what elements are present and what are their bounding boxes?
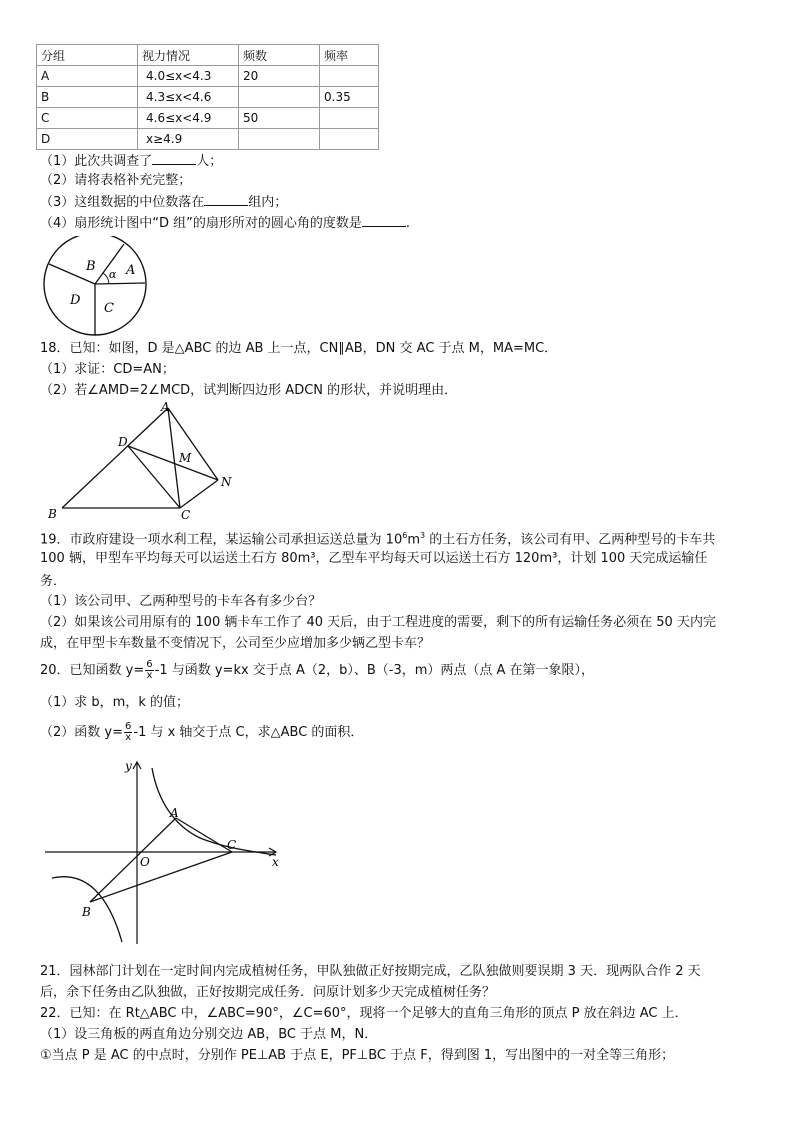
table-cell: 4.0≤x<4.3 <box>138 66 239 87</box>
table-cell <box>239 87 320 108</box>
q20-text: -1 与 x 轴交于点 C，求△ABC 的面积． <box>133 725 364 740</box>
table-cell: 50 <box>239 108 320 129</box>
q17-part4 <box>40 214 410 233</box>
q18-title: 18．已知：如图，D 是△ABC 的边 AB 上一点，CN∥AB，DN 交 AC 于点 M，MA=MC． <box>40 341 558 356</box>
table-cell: C <box>37 108 138 129</box>
q17-part3-tail: 组内； <box>248 195 288 210</box>
q21-line1: 21．园林部门计划在一定时间内完成植树任务，甲队独做正好按期完成，乙队独做则要误期 3 天．现两队合作 2 天 <box>40 964 701 979</box>
q20-line1 <box>40 660 594 682</box>
pie-label-c: C <box>104 301 114 316</box>
q19-sup: 6 <box>402 531 408 540</box>
q20-part2 <box>40 722 363 744</box>
q22-line2: （1）设三角板的两直角边分别交边 AB，BC 于点 M，N． <box>40 1027 378 1042</box>
q20-text: 20．已知函数 y= <box>40 663 145 678</box>
label-m: M <box>179 451 192 465</box>
fraction-den: x <box>146 670 153 681</box>
q20-text: （2）函数 y= <box>40 725 123 740</box>
q22-line3: ①当点 P 是 AC 的中点时，分别作 PE⊥AB 于点 E，PF⊥BC 于点 F，得到图 1，写出图中的一对全等三角形； <box>40 1048 675 1063</box>
pie-figure <box>40 236 152 340</box>
q17-part3 <box>40 193 287 212</box>
pie-label-alpha: α <box>109 268 117 281</box>
q20-figure <box>40 754 290 950</box>
table-cell <box>239 129 320 150</box>
label-c: C <box>227 838 237 852</box>
q19-text: 19．市政府建设一项水利工程，某运输公司承担运送总量为 10 <box>40 532 403 548</box>
q19-part2a: （2）如果该公司用原有的 100 辆卡车工作了 40 天后，由于工程进度的需要，剩下的所有运输任务必须在 50 天内完 <box>40 615 716 630</box>
fraction-6-over-x <box>124 722 132 743</box>
answer-blank <box>362 214 406 227</box>
table-header-row <box>37 45 379 66</box>
q19-line1 <box>40 527 715 549</box>
label-x: x <box>272 855 279 869</box>
table-cell: 4.6≤x<4.9 <box>138 108 239 129</box>
data-table <box>36 44 379 150</box>
table-cell: D <box>37 129 138 150</box>
table-header: 分组 <box>37 45 138 66</box>
label-b: B <box>82 905 91 919</box>
q19-unit: m <box>407 532 420 548</box>
label-d: D <box>118 435 128 449</box>
label-c: C <box>181 508 191 520</box>
label-o: O <box>140 855 150 869</box>
table-header: 视力情况 <box>138 45 239 66</box>
segment-ab <box>62 408 168 508</box>
table-row <box>37 87 379 108</box>
q19-part1: （1）该公司甲、乙两种型号的卡车各有多少台？ <box>40 594 322 609</box>
q21-line2: 后，余下任务由乙队独做，正好按期完成任务．问原计划多少天完成植树任务？ <box>40 985 496 1000</box>
table-cell: A <box>37 66 138 87</box>
q19-line3: 务． <box>40 574 67 589</box>
q17-part4-tail: . <box>405 216 411 231</box>
fraction-num: 6 <box>125 721 132 732</box>
q22-line1: 22．已知：在 Rt△ABC 中，∠ABC=90°，∠C=60°，现将一个足够大的直角三角形的顶点 P 放在斜边 AC 上． <box>40 1006 688 1021</box>
table-cell: 4.3≤x<4.6 <box>138 87 239 108</box>
answer-blank <box>204 193 248 206</box>
pie-label-a: A <box>126 263 136 278</box>
q19-text: 的土石方任务，该公司有甲、乙两种型号的卡车共 <box>425 532 716 548</box>
q20-part1: （1）求 b，m，k 的值； <box>40 695 189 710</box>
segment-bc <box>90 852 232 902</box>
label-n: N <box>221 475 232 489</box>
table-row <box>37 66 379 87</box>
table-header: 频率 <box>320 45 379 66</box>
pie-label-d: D <box>70 293 81 308</box>
q19-line2: 100 辆，甲型车平均每天可以运送土石方 80m³，乙型车平均每天可以运送土石方 120m³，计划 100 天完成运输任 <box>40 551 708 566</box>
table-cell <box>320 129 379 150</box>
fraction-den: x <box>125 732 132 743</box>
q20-text: -1 与函数 y=kx 交于点 A（2，b）、B（-3，m）两点（点 A 在第一象限）， <box>154 663 595 678</box>
label-y: y <box>125 759 132 773</box>
pie-radius <box>95 283 145 284</box>
fraction-6-over-x <box>145 660 153 681</box>
q17-part2: （2）请将表格补充完整； <box>40 173 192 188</box>
table-cell: B <box>37 87 138 108</box>
q18-part2: （2）若∠AMD=2∠MCD，试判断四边形 ADCN 的形状，并说明理由． <box>40 383 458 398</box>
label-a: A <box>170 806 179 820</box>
q17-part3-text: （3）这组数据的中位数落在 <box>40 195 205 210</box>
segment-ac <box>176 818 232 852</box>
table-cell <box>320 66 379 87</box>
label-a: A <box>161 400 170 414</box>
q17-part4-text: （4）扇形统计图中“D 组”的扇形所对的圆心角的度数是 <box>40 216 362 231</box>
segment-ab <box>90 818 176 902</box>
table-cell: 0.35 <box>320 87 379 108</box>
q17-part1-text: （1）此次共调查了 <box>40 154 153 169</box>
pie-label-b: B <box>86 259 96 274</box>
q18-part1: （1）求证：CD=AN； <box>40 362 175 377</box>
q17-part1 <box>40 152 222 171</box>
answer-blank <box>152 152 196 165</box>
fraction-num: 6 <box>146 659 153 670</box>
q18-figure <box>40 398 250 520</box>
q17-part1-tail: 人； <box>196 154 223 169</box>
table-header: 频数 <box>239 45 320 66</box>
table-cell: 20 <box>239 66 320 87</box>
label-b: B <box>48 507 57 520</box>
table-cell: x≥4.9 <box>138 129 239 150</box>
table-row <box>37 129 379 150</box>
segment-cn <box>180 480 218 508</box>
q19-sup: 3 <box>419 531 426 540</box>
q19-part2b: 成，在甲型卡车数量不变情况下，公司至少应增加多少辆乙型卡车？ <box>40 636 431 651</box>
table-cell <box>320 108 379 129</box>
table-row <box>37 108 379 129</box>
